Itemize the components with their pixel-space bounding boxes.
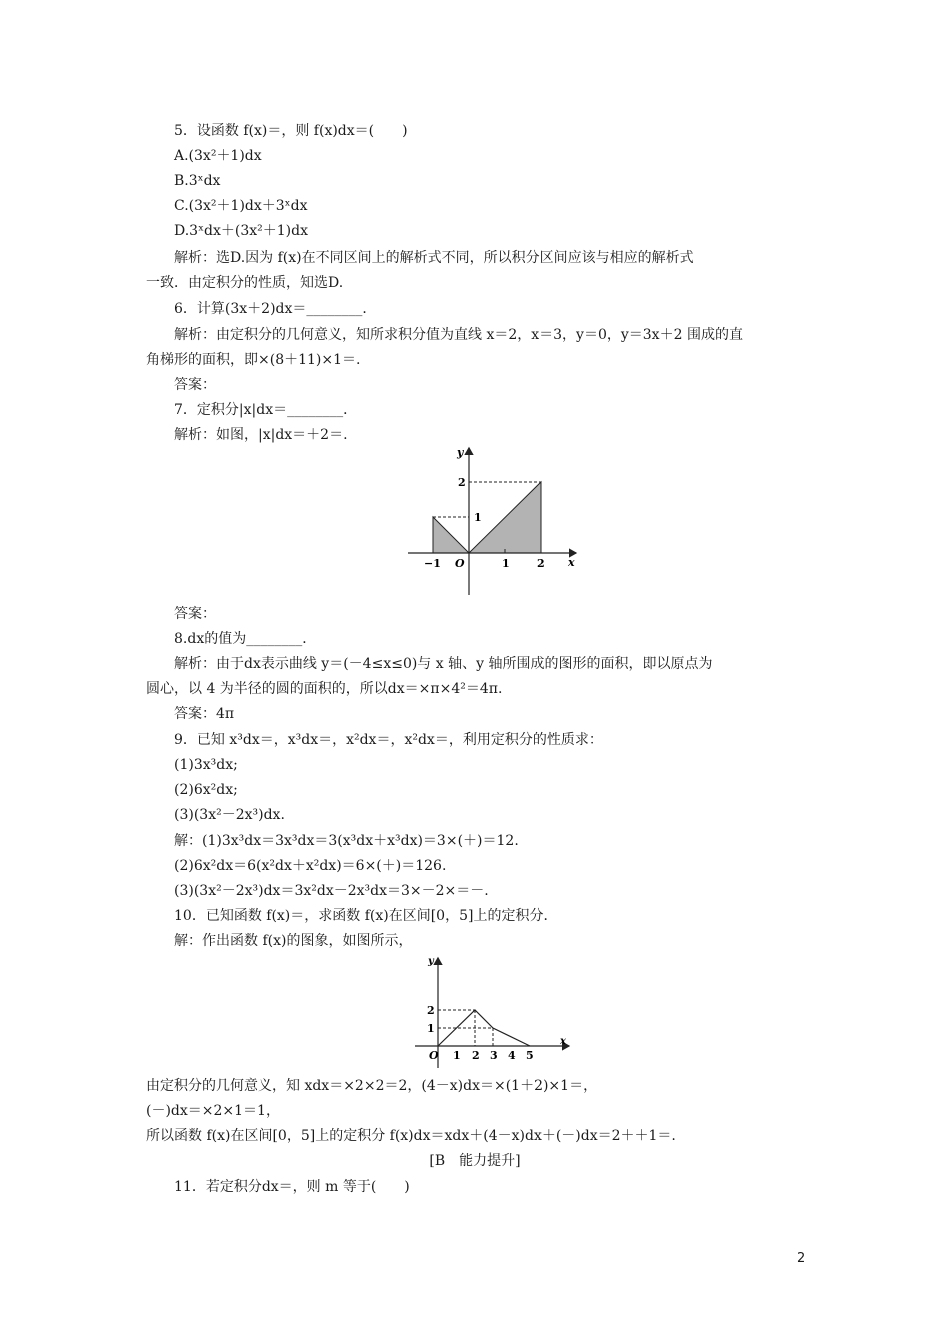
abs-x-area-figure [400, 442, 590, 598]
q9-solution2: (2)6x²dx＝6(x²dx＋x²dx)＝6×(＋)＝126. [174, 858, 447, 874]
y-tick-2: 2 [458, 476, 466, 489]
q5-option-a: A.(3x²＋1)dx [174, 148, 262, 164]
q7-solution: 解析：如图，|x|dx＝＋2＝. [174, 427, 348, 443]
q9-stem: 9．已知 x³dx＝，x³dx＝，x²dx＝，x²dx＝，利用定积分的性质求： [174, 732, 603, 748]
q11-stem: 11．若定积分dx＝，则 m 等于( ) [174, 1179, 410, 1195]
x-axis-label: x [568, 556, 575, 569]
q10-solution-intro: 解：作出函数 f(x)的图象，如图所示， [174, 933, 413, 949]
q6-solution-line1: 解析：由定积分的几何意义，知所求积分值为直线 x＝2，x＝3，y＝0，y＝3x＋2 围成的直 [174, 327, 743, 343]
q10-solution-line2: (－)dx＝×2×1＝1， [146, 1103, 280, 1119]
x-tick-4: 4 [508, 1049, 516, 1062]
q6-stem: 6．计算(3x＋2)dx＝________． [174, 301, 377, 317]
q5-option-b: B.3ˣdx [174, 173, 221, 189]
q10-solution-line3: 所以函数 f(x)在区间[0，5]上的定积分 f(x)dx＝xdx＋(4－x)dx＋(－)dx＝2＋＋1＝. [146, 1128, 676, 1144]
q9-part2: (2)6x²dx; [174, 782, 238, 798]
q6-answer: 答案： [174, 377, 216, 393]
x-tick-minus1: −1 [424, 557, 441, 570]
x-axis-label: x [560, 1036, 566, 1047]
q5-stem: 5．设函数 f(x)＝，则 f(x)dx＝( ) [174, 123, 408, 139]
q5-solution-line1: 解析：选D.因为 f(x)在不同区间上的解析式不同，所以积分区间应该与相应的解析式 [174, 250, 694, 266]
q8-solution-line2: 圆心，以 4 为半径的圆的面积的，所以dx＝×π×4²＝4π. [146, 681, 503, 697]
section-heading: [B 能力提升] [429, 1153, 521, 1169]
q10-solution-line1: 由定积分的几何意义，知 xdx＝×2×2＝2，(4－x)dx＝×(1＋2)×1＝， [146, 1078, 598, 1094]
q10-stem: 10．已知函数 f(x)＝，求函数 f(x)在区间[0，5]上的定积分． [174, 908, 558, 924]
q8-stem: 8.dx的值为________． [174, 631, 317, 647]
q9-solution1: 解：(1)3x³dx＝3x³dx＝3(x³dx＋x³dx)＝3×(＋)＝12. [174, 833, 519, 849]
q6-solution-line2: 角梯形的面积，即×(8＋11)×1＝. [146, 352, 361, 368]
q5-option-c: C.(3x²＋1)dx＋3ˣdx [174, 198, 308, 214]
x-tick-1: 1 [453, 1049, 461, 1062]
q7-stem: 7．定积分|x|dx＝________． [174, 402, 358, 418]
y-tick-1: 1 [427, 1022, 435, 1035]
x-tick-5: 5 [526, 1049, 534, 1062]
q5-option-d: D.3ˣdx＋(3x²＋1)dx [174, 223, 308, 239]
q8-answer: 答案：4π [174, 706, 235, 722]
piecewise-function-figure [405, 950, 580, 1070]
x-tick-3: 3 [490, 1049, 498, 1062]
origin-label: O [455, 557, 465, 570]
left-shaded-triangle [433, 517, 469, 553]
q9-part1: (1)3x³dx; [174, 757, 238, 773]
y-tick-2: 2 [427, 1004, 435, 1017]
q8-solution-line1: 解析：由于dx表示曲线 y＝(－4≤x≤0)与 x 轴、y 轴所围成的图形的面积，即以原点为 [174, 656, 713, 672]
y-axis-label: y [428, 956, 434, 967]
page-number: 2 [797, 1251, 806, 1266]
q9-solution3: (3)(3x²－2x³)dx＝3x²dx－2x³dx＝3×－2×＝－. [174, 883, 489, 899]
x-tick-2: 2 [537, 557, 545, 570]
x-tick-2: 2 [472, 1049, 480, 1062]
origin-label: O [429, 1049, 439, 1062]
x-tick-1: 1 [502, 557, 510, 570]
y-axis-label: y [457, 446, 464, 459]
y-tick-1: 1 [474, 511, 482, 524]
q5-solution-line2: 一致．由定积分的性质，知选D. [146, 275, 344, 291]
q7-answer: 答案： [174, 606, 216, 622]
q9-part3: (3)(3x²－2x³)dx. [174, 807, 285, 823]
